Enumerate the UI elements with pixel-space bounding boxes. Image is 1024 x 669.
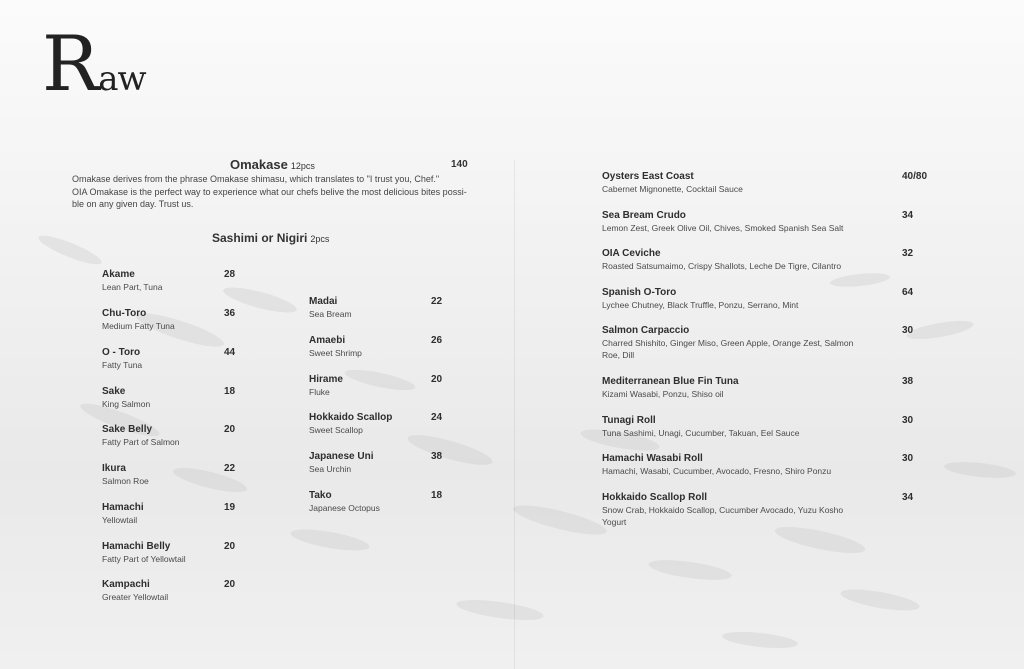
omakase-description [72, 173, 484, 211]
menu-item-price: 20 [431, 374, 443, 385]
omakase-desc-line: ble on any given day. Trust us. [72, 199, 194, 209]
menu-item-name: Salmon Carpaccio [602, 325, 690, 336]
menu-item-desc: Lemon Zest, Greek Olive Oil, Chives, Smoked Spanish Sea Salt [602, 223, 844, 233]
menu-item-price: 18 [431, 490, 443, 501]
menu-item [309, 334, 362, 359]
menu-item [309, 450, 373, 475]
menu-item [102, 385, 150, 410]
menu-item-name: Sake [102, 386, 126, 397]
menu-item [602, 491, 862, 528]
menu-item-price: 30 [902, 453, 914, 464]
menu-item-name: Ikura [102, 463, 126, 474]
menu-item-name: Tako [309, 490, 332, 501]
menu-item [602, 375, 862, 400]
menu-item [102, 307, 175, 332]
page-title-rest: aw [98, 59, 146, 99]
menu-item [602, 286, 862, 311]
menu-item-desc: Snow Crab, Hokkaido Scallop, Cucumber Avocado, Yuzu Kosho Yogurt [602, 505, 844, 527]
menu-item [102, 268, 163, 293]
menu-item [602, 247, 862, 272]
menu-item-price: 38 [431, 451, 443, 462]
menu-item [602, 209, 862, 234]
menu-item-desc: Charred Shishito, Ginger Miso, Green Apple, Orange Zest, Salmon Roe, Dill [602, 338, 854, 360]
menu-item [602, 324, 862, 361]
menu-item [309, 489, 380, 514]
omakase-price: 140 [451, 159, 468, 170]
menu-item-name: OIA Ceviche [602, 248, 661, 259]
menu-item-name: Kampachi [102, 579, 150, 590]
menu-item-name: Oysters East Coast [602, 171, 694, 182]
menu-item-desc: Fatty Tuna [102, 360, 143, 370]
menu-item-price: 19 [224, 502, 236, 513]
menu-item-price: 26 [431, 335, 443, 346]
sashimi-pcs: 2pcs [310, 234, 330, 244]
omakase-desc-line: OIA Omakase is the perfect way to experience what our chefs belive the most delicious bites possi- [72, 186, 467, 197]
menu-item-desc: Lean Part, Tuna [102, 282, 163, 292]
menu-item-price: 22 [431, 296, 443, 307]
omakase-name: Omakase [230, 157, 288, 172]
page-title [42, 19, 146, 108]
menu-item-name: Mediterranean Blue Fin Tuna [602, 376, 739, 387]
menu-item-desc: Kizami Wasabi, Ponzu, Shiso oil [602, 389, 724, 399]
menu-item-name: Madai [309, 296, 338, 307]
menu-item-price: 20 [224, 579, 236, 590]
menu-item-desc: Fatty Part of Yellowtail [102, 554, 186, 564]
menu-item-price: 36 [224, 308, 236, 319]
menu-item-price: 30 [902, 415, 914, 426]
menu-item-desc: Hamachi, Wasabi, Cucumber, Avocado, Fresno, Shiro Ponzu [602, 466, 832, 476]
sashimi-heading-label: Sashimi or Nigiri [212, 231, 308, 245]
menu-item-price: 28 [224, 269, 236, 280]
omakase-heading [230, 157, 315, 172]
menu-item-desc: Fatty Part of Salmon [102, 437, 180, 447]
menu-item [602, 452, 862, 477]
omakase-desc-line: Omakase derives from the phrase Omakase shimasu, which translates to "I trust you, Chef." [72, 174, 440, 184]
menu-item [102, 346, 142, 371]
menu-item-desc: Roasted Satsumaimo, Crispy Shallots, Leche De Tigre, Cilantro [602, 261, 842, 271]
menu-item-desc: Cabernet Mignonette, Cocktail Sauce [602, 184, 743, 194]
menu-item-desc: Tuna Sashimi, Unagi, Cucumber, Takuan, Eel Sauce [602, 428, 800, 438]
menu-item-desc: Sweet Shrimp [309, 348, 362, 358]
menu-item-price: 20 [224, 541, 236, 552]
menu-item-price: 24 [431, 412, 443, 423]
menu-item-desc: Japanese Octopus [309, 503, 380, 513]
menu-item [602, 414, 862, 439]
menu-item [102, 540, 186, 565]
menu-item-name: Akame [102, 269, 135, 280]
menu-item-price: 34 [902, 492, 914, 503]
menu-item-name: Hirame [309, 374, 343, 385]
menu-item-name: O - Toro [102, 347, 141, 358]
menu-item-price: 20 [224, 424, 236, 435]
menu-item [102, 462, 149, 487]
menu-item-desc: Lychee Chutney, Black Truffle, Ponzu, Serrano, Mint [602, 300, 799, 310]
menu-item-name: Spanish O-Toro [602, 287, 677, 298]
menu-item-desc: Medium Fatty Tuna [102, 321, 175, 331]
menu-item-desc: Sea Urchin [309, 464, 352, 474]
menu-item [602, 170, 862, 195]
menu-item-name: Chu-Toro [102, 308, 147, 319]
page-title-initial: R [42, 19, 99, 108]
menu-item-desc: Greater Yellowtail [102, 592, 169, 602]
menu-item-desc: Sweet Scallop [309, 425, 363, 435]
menu-item [102, 578, 168, 603]
menu-item-price: 22 [224, 463, 236, 474]
menu-item-desc: Yellowtail [102, 515, 138, 525]
menu-item-desc: Salmon Roe [102, 476, 149, 486]
menu-item-price: 44 [224, 347, 236, 358]
menu-item-price: 38 [902, 376, 914, 387]
menu-item-name: Tunagi Roll [602, 415, 656, 426]
menu-item-price: 34 [902, 210, 914, 221]
menu-item-desc: Fluke [309, 387, 330, 397]
menu-item [309, 411, 392, 436]
menu-item-name: Amaebi [309, 335, 346, 346]
menu-item-name: Hamachi [102, 502, 144, 513]
menu-item-name: Hamachi Belly [102, 541, 171, 552]
menu-item-name: Hokkaido Scallop Roll [602, 492, 708, 503]
menu-item-name: Sea Bream Crudo [602, 210, 686, 221]
omakase-pcs: 12pcs [290, 161, 315, 171]
menu-item-price: 64 [902, 287, 914, 298]
menu-item-price: 30 [902, 325, 914, 336]
menu-item-price: 32 [902, 248, 914, 259]
menu-item [309, 295, 352, 320]
sashimi-heading [212, 231, 329, 245]
menu-item [102, 423, 179, 448]
menu-item-desc: King Salmon [102, 399, 151, 409]
menu-item-name: Hamachi Wasabi Roll [602, 453, 703, 464]
menu-item-price: 40/80 [902, 171, 928, 182]
menu-item [102, 501, 144, 526]
menu-item-name: Hokkaido Scallop [309, 412, 393, 423]
menu-item-desc: Sea Bream [309, 309, 352, 319]
page-fold [514, 160, 515, 669]
menu-item-price: 18 [224, 386, 236, 397]
menu-item [309, 373, 343, 398]
menu-item-name: Sake Belly [102, 424, 153, 435]
menu-item-name: Japanese Uni [309, 451, 374, 462]
